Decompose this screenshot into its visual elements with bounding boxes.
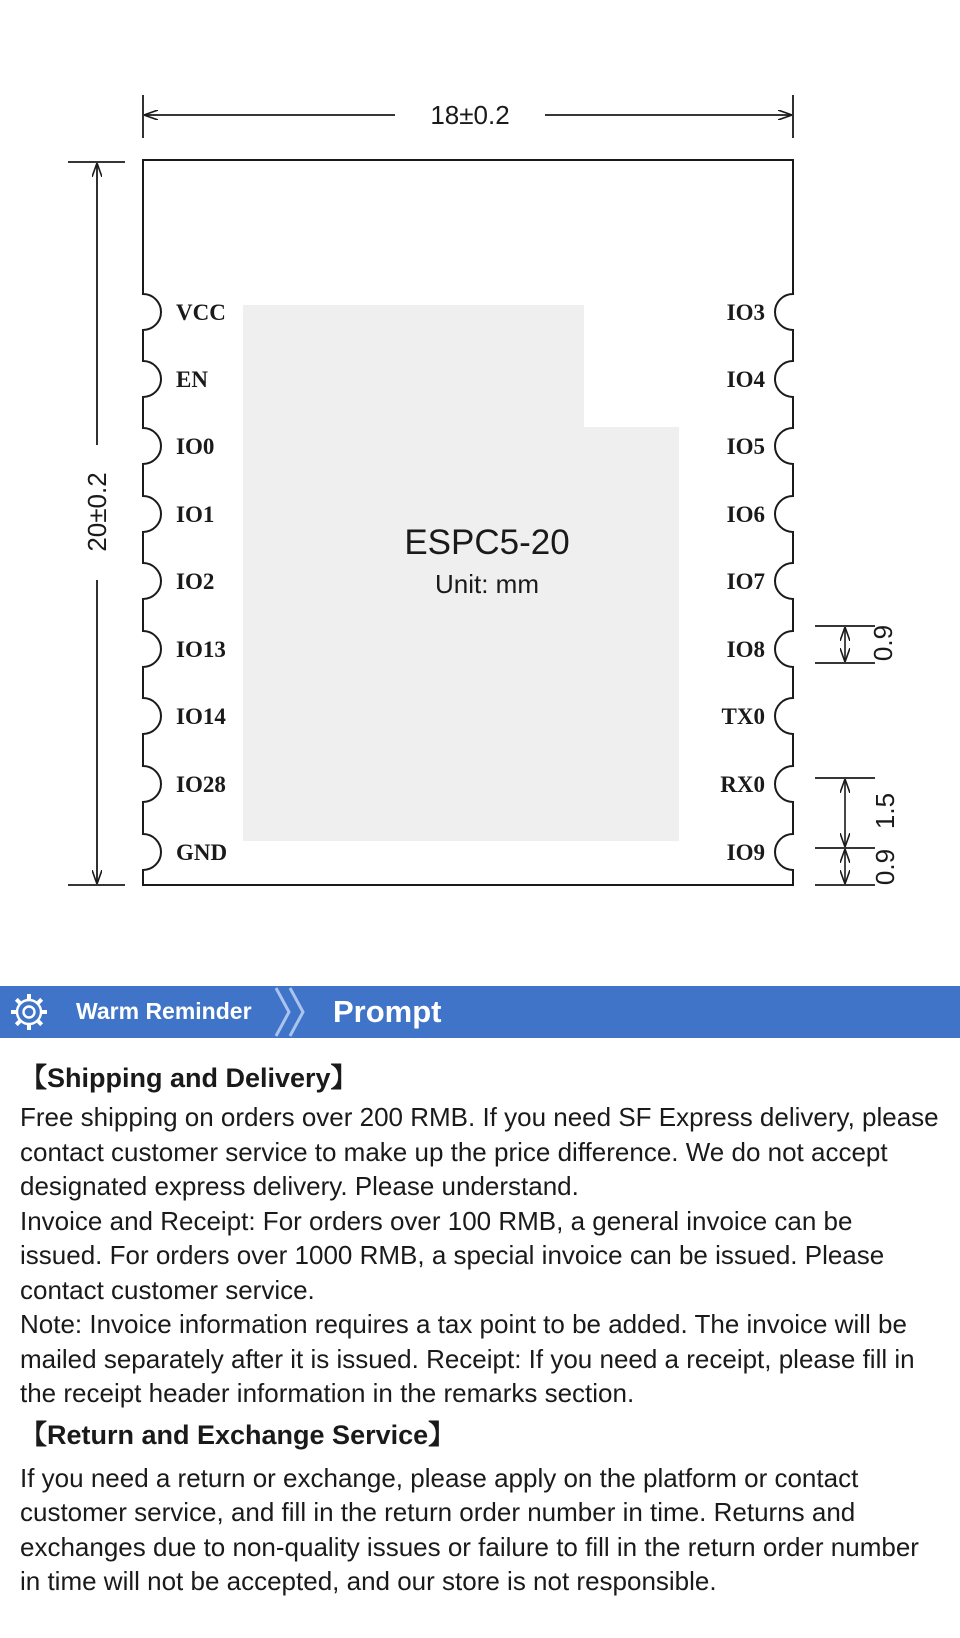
right-pin-label: IO3 bbox=[726, 300, 765, 325]
gear-icon bbox=[8, 991, 50, 1033]
right-pin-labels bbox=[720, 300, 765, 865]
left-pin-label: IO14 bbox=[176, 704, 226, 729]
reminder-banner bbox=[0, 986, 960, 1038]
warm-reminder-label: Warm Reminder bbox=[76, 998, 252, 1024]
pad-dimension-1-label: 0.9 bbox=[868, 624, 898, 662]
unit-label: Unit: mm bbox=[435, 569, 539, 599]
left-pin-label: IO0 bbox=[176, 434, 215, 459]
right-pin-label: IO4 bbox=[726, 367, 765, 392]
invoice-paragraph: Invoice and Receipt: For orders over 100 RMB, a general invoice can be issued. For orders over 1000 RMB, a special invoice can be issued. Please contact customer service. bbox=[20, 1205, 885, 1305]
height-dimension bbox=[68, 162, 125, 885]
chevron-right-icon bbox=[272, 986, 314, 1038]
right-pin-label: IO7 bbox=[726, 569, 765, 594]
return-paragraph: If you need a return or exchange, please apply on the platform or contact customer service, and fill in the return order number in time. Returns and exchanges due to non-quality issues or failure to fill in the return order number in time will not be accepted, and our store is not responsible. bbox=[20, 1462, 919, 1596]
left-pin-label: IO1 bbox=[176, 502, 215, 527]
width-dimension-label: 18±0.2 bbox=[430, 100, 510, 130]
right-pin-label: IO9 bbox=[726, 840, 765, 865]
right-pin-label: TX0 bbox=[721, 704, 765, 729]
right-pin-label: IO6 bbox=[726, 502, 765, 527]
shipping-section-title: 【Shipping and Delivery】 bbox=[20, 1063, 358, 1093]
left-pin-label: GND bbox=[176, 840, 228, 865]
shipping-paragraph: Free shipping on orders over 200 RMB. If you need SF Express delivery, please contact customer service to make up the price difference. We do not accept designated express delivery. Please understand. bbox=[20, 1102, 939, 1201]
pad-dimension-2-label: 0.9 bbox=[870, 848, 900, 886]
left-pin-label: EN bbox=[176, 367, 208, 392]
pitch-dimension-label: 1.5 bbox=[870, 792, 900, 830]
left-pin-labels bbox=[176, 300, 227, 865]
prompt-label: Prompt bbox=[333, 994, 442, 1029]
left-pin-label: IO28 bbox=[176, 772, 226, 797]
width-dimension bbox=[143, 95, 793, 138]
left-pin-label: IO2 bbox=[176, 569, 215, 594]
model-label: ESPC5-20 bbox=[404, 523, 570, 562]
pad-dimension-1 bbox=[815, 625, 898, 663]
right-pin-label: IO5 bbox=[726, 434, 765, 459]
invoice-note-paragraph: Note: Invoice information requires a tax point to be added. The invoice will be mailed separately after it is issued. Receipt: If you need a receipt, please fill in the receipt header information in the remarks section. bbox=[20, 1309, 915, 1408]
left-pin-label: IO13 bbox=[176, 637, 226, 662]
pitch-dimension bbox=[815, 778, 900, 885]
policy-content bbox=[20, 1060, 940, 1599]
left-pin-label: VCC bbox=[176, 300, 226, 325]
right-pin-label: RX0 bbox=[720, 772, 765, 797]
height-dimension-label: 20±0.2 bbox=[82, 472, 112, 552]
right-pin-label: IO8 bbox=[726, 637, 765, 662]
return-section-title: 【Return and Exchange Service】 bbox=[20, 1419, 456, 1450]
